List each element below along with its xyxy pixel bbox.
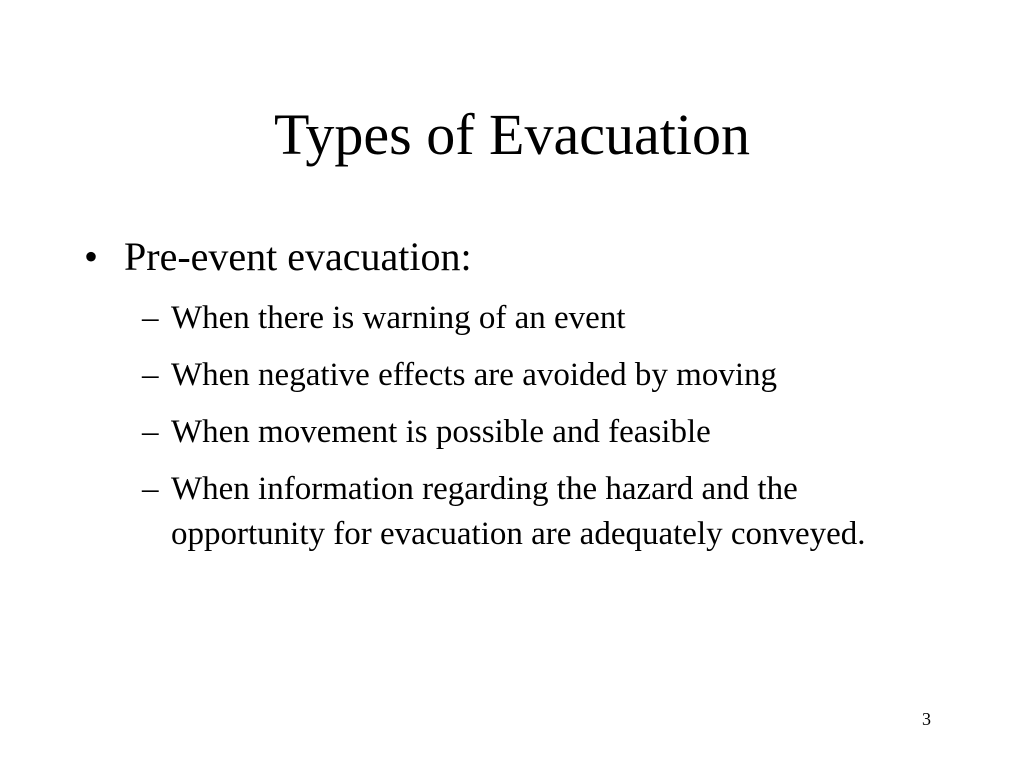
sub-bullet-item xyxy=(142,296,942,341)
bullet-marker: • xyxy=(84,234,99,279)
sub-bullet-text: When negative effects are avoided by moving xyxy=(171,357,777,393)
sub-bullet-item xyxy=(142,353,942,398)
dash-marker: – xyxy=(142,471,159,507)
sub-bullet-text: When information regarding the hazard and the opportunity for evacuation are adequately conveyed. xyxy=(171,471,866,552)
dash-marker: – xyxy=(142,357,159,393)
sub-bullet-text: When movement is possible and feasible xyxy=(171,414,711,450)
bullet-item-pre-event xyxy=(84,231,472,283)
dash-marker: – xyxy=(142,414,159,450)
bullet-text: Pre-event evacuation: xyxy=(124,234,472,279)
sub-bullet-item xyxy=(142,467,942,557)
sub-bullet-item xyxy=(142,410,942,455)
page-number: 3 xyxy=(922,709,931,729)
sub-bullet-text: When there is warning of an event xyxy=(171,300,626,336)
dash-marker: – xyxy=(142,300,159,336)
sub-bullet-list xyxy=(142,296,942,569)
slide-title: Types of Evacuation xyxy=(274,102,750,167)
